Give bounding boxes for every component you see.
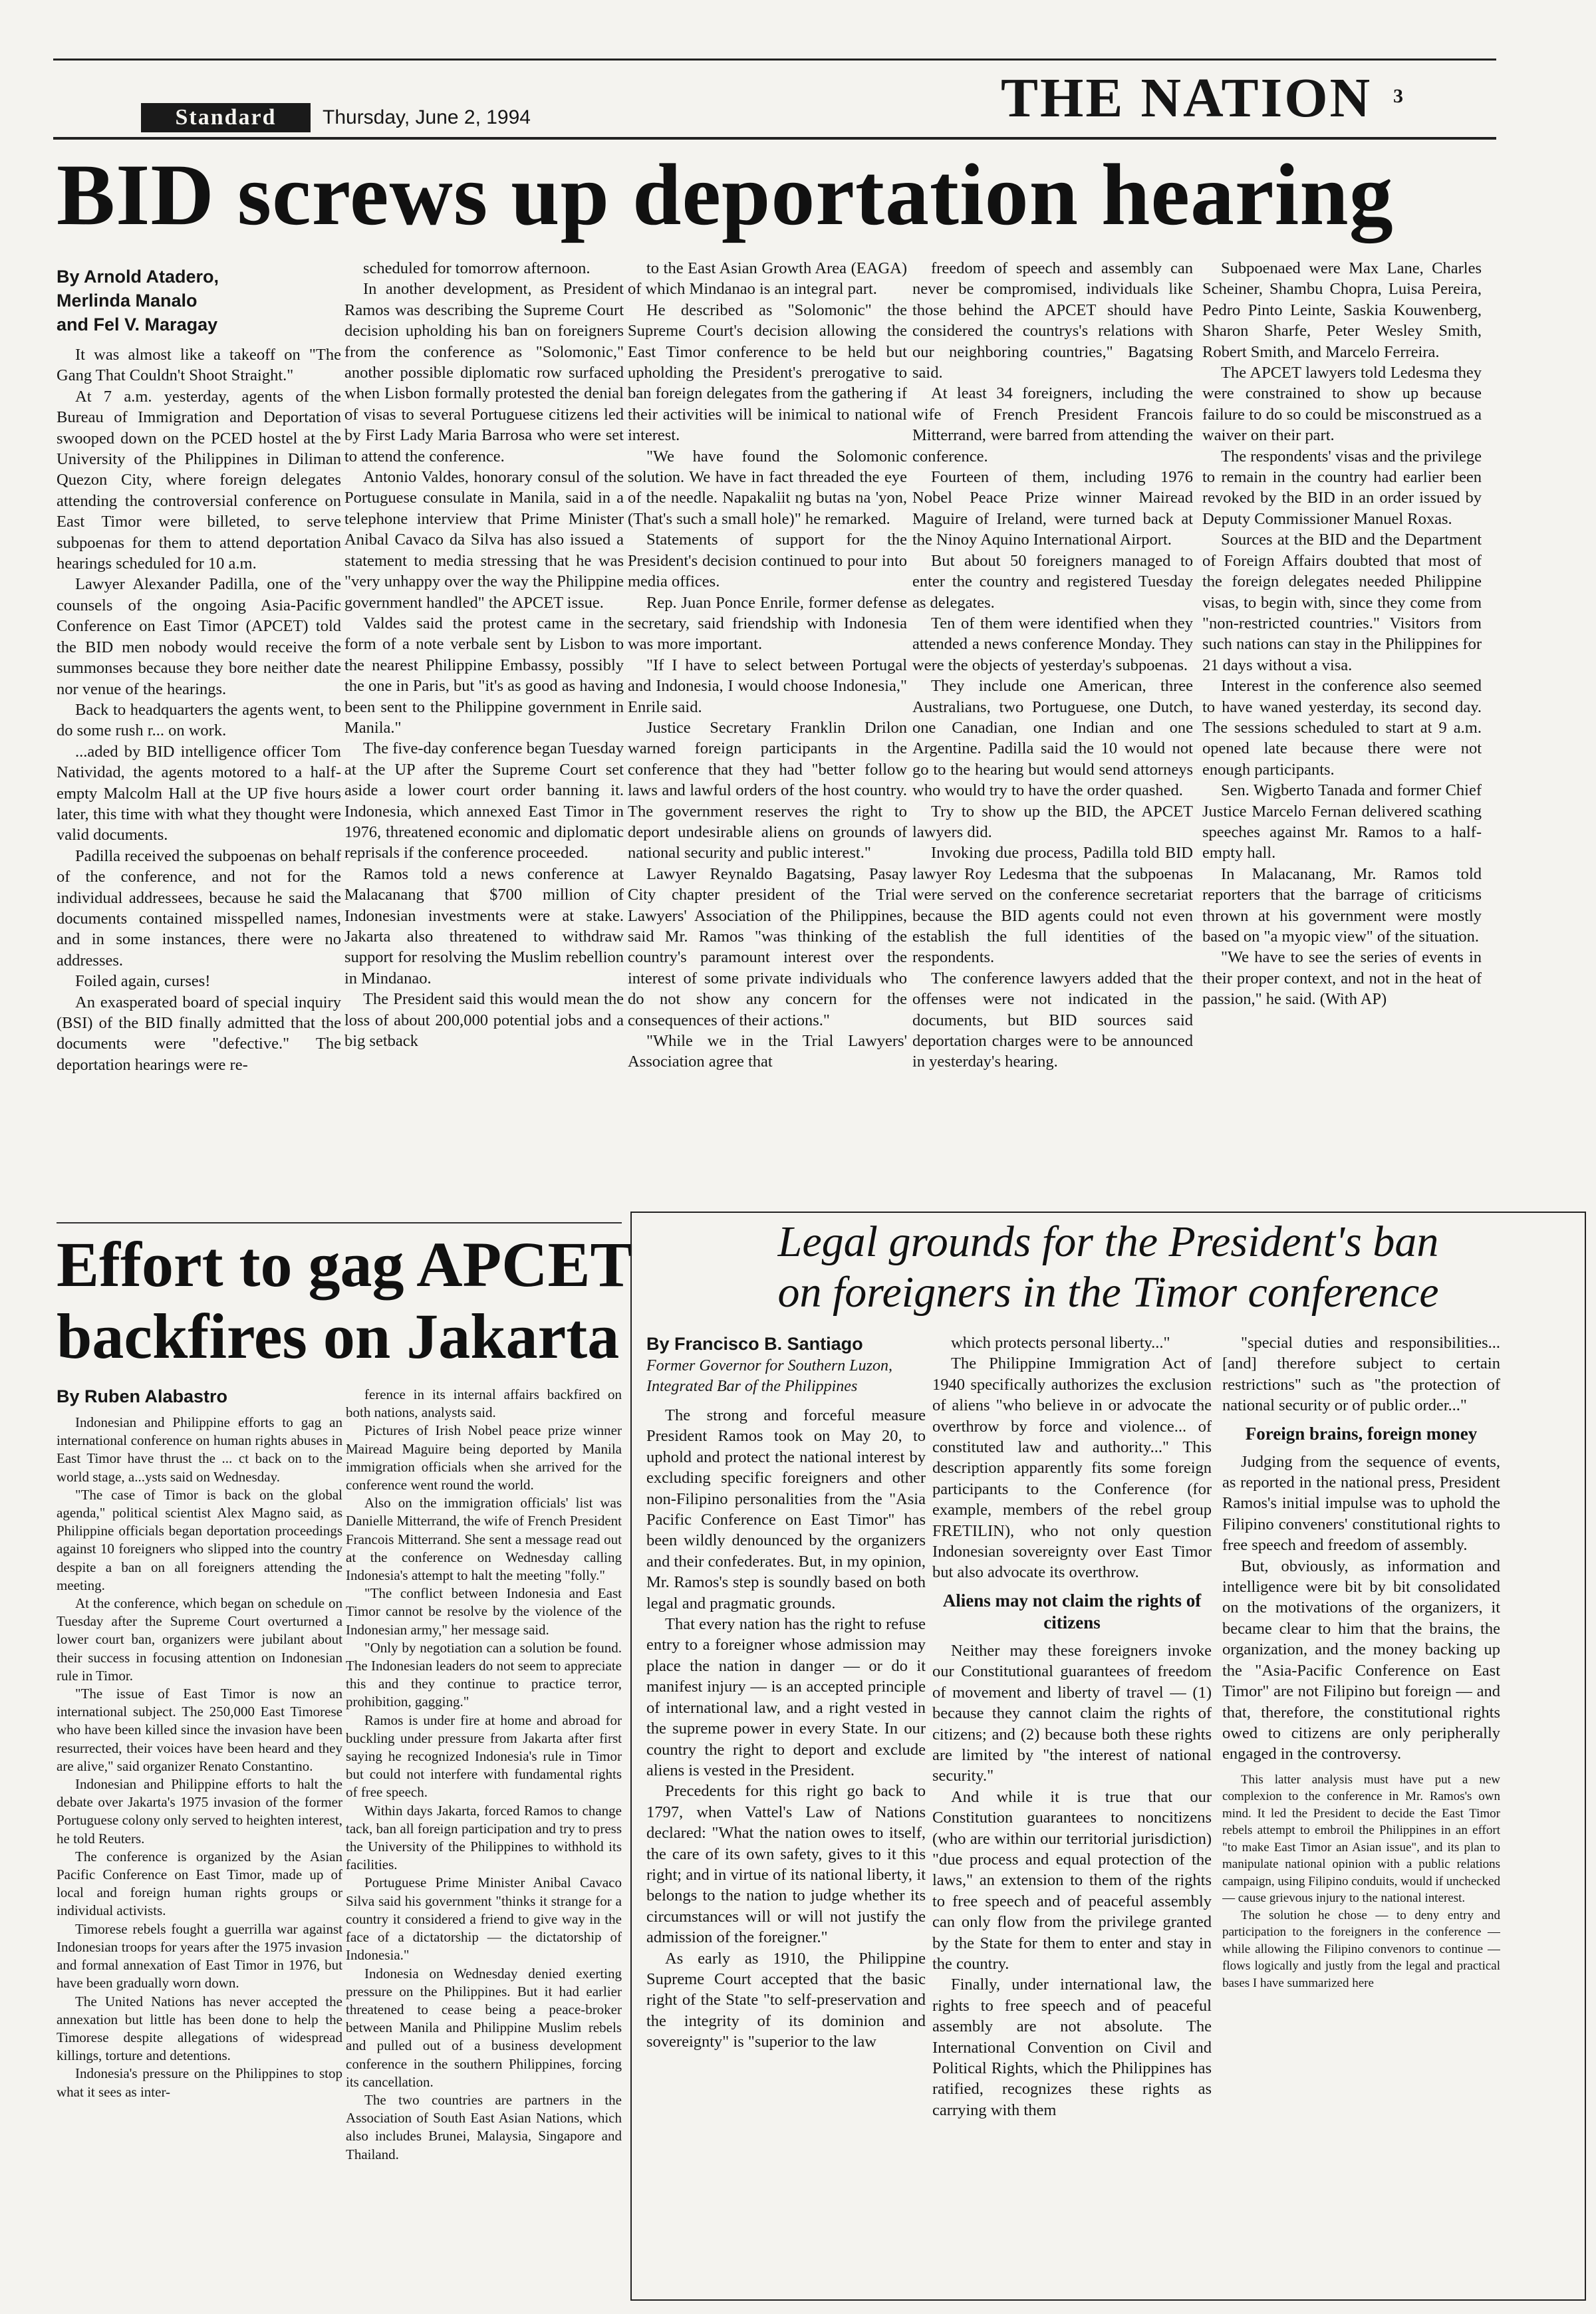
paragraph: The United Nations has never accepted the annexation but little has been done to help the Timorese despite allegations of widespread killings, torture and detentions.: [57, 1993, 342, 2064]
paragraph: And while it is true that our Constitution guarantees to noncitizens (who are within our territorial jurisdiction) "due process and equal protection of the laws," an extension to them of the rights to free speech and of peaceful assembly can only flow from the privilege granted by the State for them to enter and stay in the country.: [932, 1787, 1212, 1973]
story2-byline: By Ruben Alabastro: [57, 1386, 228, 1406]
paragraph: The Philippine Immigration Act of 1940 specifically authorizes the exclusion of aliens "who believe in or advocate the overthrow by force and violence... of constituted law and authority..." This description apparently fits some foreign participants to the Conference (for example, members of the rebel group FRETILIN), who not only question Indonesian sovereignty over East Timor but also advocate its overthrow.: [932, 1354, 1212, 1582]
paragraph: As early as 1910, the Philippine Supreme Court accepted that the basic right of the State "to self-preservation and the integrity of its dominion and sovereignty" is "superior to the law: [646, 1949, 926, 2051]
paragraph: Valdes said the protest came in the form of a note verbale sent by Lisbon to the nearest Philippine Embassy, possibly the one in Paris, but "it's as good as having been sent to the Philippine government in Manila.": [344, 614, 624, 737]
paragraph: Sen. Wigberto Tanada and former Chief Justice Marcelo Fernan delivered scathing speeches against Mr. Ramos to a half-empty hall.: [1202, 781, 1482, 862]
paragraph: The conference is organized by the Asian Pacific Conference on East Timor, made up of local and foreign human rights groups or individual activists.: [57, 1848, 342, 1919]
paragraph: Interest in the conference also seemed to have waned yesterday, its second day. The sessions scheduled to start at 9 a.m. opened late because there were not enough participants.: [1202, 677, 1482, 779]
paragraph: Neither may these foreigners invoke our Constitutional guarantees of freedom of movement and liberty of travel — (1) because they cannot claim the rights of citizens; and (2) because both these rights are limited by "the interest of national security.": [932, 1641, 1212, 1785]
paragraph: At least 34 foreigners, including the wife of French President Francois Mitterrand, were barred from attending the conference.: [912, 384, 1193, 465]
paragraph: The respondents' visas and the privilege to remain in the country had earlier been revoked by the BID in an order issued by Deputy Commissioner Manuel Roxas.: [1202, 447, 1482, 528]
paragraph: In Malacanang, Mr. Ramos told reporters that the barrage of criticisms thrown at his government were mostly based on "a myopic view" of the situation.: [1202, 864, 1482, 946]
paragraph: which protects personal liberty...": [951, 1334, 1170, 1352]
paragraph: The conference lawyers added that the offenses were not indicated in the documents, but BID sources said deportation charges were to be announced in yesterday's hearing.: [912, 969, 1193, 1071]
story3-byline: By Francisco B. Santiago: [646, 1334, 863, 1354]
headline-line: on foreigners in the Timor conference: [777, 1268, 1439, 1317]
paragraph: The President said this would mean the loss of about 200,000 potential jobs and a big setback: [344, 990, 624, 1051]
closing-paragraphs: [1222, 1771, 1500, 1992]
byline-line: By Arnold Atadero,: [57, 267, 219, 287]
masthead-top-rule: [53, 59, 1496, 61]
byline-line: and Fel V. Maragay: [57, 315, 218, 334]
paragraph: Subpoenaed were Max Lane, Charles Scheiner, Shambu Chopra, Luisa Pereira, Pedro Pinto Leinte, Saskia Kouwenberg, Sharon Sharfe, Peter Wesley Smith, Robert Smith, and Marcelo Ferreira.: [1202, 259, 1482, 361]
paragraph: That every nation has the right to refuse entry to a foreigner whose admission may place the nation in danger — or do it manifest injury — is an accepted principle of international law, and a right vested in the supreme power in every State. In our country the right to deport and exclude aliens is vested in the President.: [646, 1615, 926, 1779]
paragraph: ference in its internal affairs backfired on both nations, analysts said.: [346, 1386, 622, 1421]
story1-column-1: [57, 344, 341, 1216]
paragraph: Pictures of Irish Nobel peace prize winner Mairead Maguire being deported by Manila immigration officials when she arrived for the conference went round the world.: [346, 1422, 622, 1493]
story1-column-2: [344, 258, 624, 1216]
headline-apcet-line2: backfires on Jakarta: [57, 1301, 620, 1372]
paragraph: "special duties and responsibilities... [and] therefore subject to certain restrictions" such as "the protection of national security or of public order...": [1222, 1334, 1500, 1415]
paragraph: The five-day conference began Tuesday at the UP after the Supreme Court set aside a lower court order banning it. Indonesia, which annexed East Timor in 1976, threatened economic and diplomatic reprisals if the conference proceeded.: [344, 739, 624, 862]
paragraph: The two countries are partners in the Association of South East Asian Nations, which also includes Brunei, Malaysia, Singapore and Thailand.: [346, 2091, 622, 2162]
paragraph: At the conference, which began on schedule on Tuesday after the Supreme Court overturned a lower court ban, organizers were jubilant about their success in focusing attention on Indonesian rule in Timor.: [57, 1595, 342, 1684]
section-title: THE NATION: [1001, 67, 1373, 129]
paragraph: ...aded by BID intelligence officer Tom Natividad, the agents motored to a half-empty Malcolm Hall at the UP five hours later, this time with what they thought were valid documents.: [57, 742, 341, 844]
paragraph: Ramos is under fire at home and abroad for buckling under pressure from Jakarta after first saying he recognized Indonesia's rule in Timor but could not interfere with fundamental rights of free speech.: [346, 1712, 622, 1801]
paragraph: Also on the immigration officials' list was Danielle Mitterrand, the wife of French President Francois Mitterrand. She sent a message read out at the conference on Wednesday calling Indonesia's attempt to halt the meeting "folly.": [346, 1495, 622, 1584]
story1-column-4: [912, 258, 1193, 1216]
paragraph: Indonesian and Philippine efforts to halt the debate over Jakarta's 1975 invasion of the former Portuguese colony only served to heighten interest, he told Reuters.: [57, 1776, 342, 1847]
story3-column-1: [646, 1333, 926, 2290]
paragraph: Back to headquarters the agents went, to do some rush r... on work.: [57, 700, 341, 740]
paragraph: Sources at the BID and the Department of Foreign Affairs doubted that most of the foreign delegates needed Philippine visas, to begin with, since they come from "non-restricted countries." Visitors from such nations can stay in the Philippines for 21 days without a visa.: [1202, 531, 1482, 674]
paragraph: Lawyer Alexander Padilla, one of the counsels of the ongoing Asia-Pacific Conference on East Timor (APCET) told the BID men nobody would receive the summonses because they bore neither date nor venue of the hearings.: [57, 575, 341, 698]
story-divider: [57, 1222, 622, 1223]
headline-line: Legal grounds for the President's ban: [777, 1218, 1439, 1266]
subhead-aliens: Aliens may not claim the rights of citizens: [942, 1590, 1202, 1632]
paragraph: Ten of them were identified when they attended a news conference Monday. They were the objects of yesterday's subpoenas.: [912, 614, 1193, 674]
story3-column-2: [932, 1333, 1212, 2290]
paragraph: Lawyer Reynaldo Bagatsing, Pasay City chapter president of the Trial Lawyers' Association of the Philippines, said Mr. Ramos "was thinking of the country's paramount interest over the interest of some private individuals who do not show any concern for the consequences of their actions.": [628, 864, 907, 1029]
paragraph: Statements of support for the President's decision continued to pour into media offices.: [628, 531, 907, 591]
paragraph: They include one American, three Australians, two Portuguese, one Dutch, one Canadian, one Indian and one Argentine. Padilla said the 10 would not go to the hearing but would send attorneys who would try to have the order quashed.: [912, 677, 1193, 800]
paragraph: Foiled again, curses!: [75, 972, 211, 991]
paragraph: "We have found the Solomonic solution. We have in fact threaded the eye of the needle. Napakaliit ng butas na 'yon, (That's such a small hole)" he remarked.: [628, 447, 907, 528]
paragraph: An exasperated board of special inquiry (BSI) of the BID finally admitted that the documents were "defective." The deportation hearings were re-: [57, 993, 341, 1074]
page-number: 3: [1393, 85, 1403, 107]
story2-column-2: [346, 1386, 622, 2298]
paragraph: He described as "Solomonic" the Supreme Court's decision allowing the East Timor conference to be held but upholding the President's prerogative to ban foreign delegates from the gathering if their activities will be inimical to national interest.: [628, 301, 907, 445]
paragraph: It was almost like a takeoff on "The Gang That Couldn't Shoot Straight.": [57, 346, 341, 385]
credit-line: Former Governor for Southern Luzon,: [646, 1357, 892, 1374]
paragraph: But about 50 foreigners managed to enter the country and registered Tuesday as delegates.: [912, 551, 1193, 612]
paragraph: But, obviously, as information and intelligence were bit by bit consolidated on the motivations of the organizers, it became clear to him that the brains, the organization, and the money backing up the "Asia-Pacific Conference on East Timor" are not Filipino but foreign — and that, therefore, the constitutional rights owed to citizens are only peripherally engaged in the controversy.: [1222, 1557, 1500, 1763]
masthead-bottom-rule: [53, 137, 1496, 140]
paragraph: to the East Asian Growth Area (EAGA) of which Mindanao is an integral part.: [628, 259, 907, 299]
paragraph: "We have to see the series of events in their proper context, and not in the heat of passion," he said. (With AP): [1202, 948, 1482, 1009]
paragraph: Padilla received the subpoenas on behalf of the conference, and not for the individual addressees, because he said the documents contained misspelled names, and in some instances, there were no addresses.: [57, 846, 341, 969]
paragraph: freedom of speech and assembly can never be compromised, individuals like those behind the APCET should have considered the countrys's relations with our neighboring countries," Bagatsing said.: [912, 259, 1193, 382]
story1-byline: [57, 265, 219, 336]
paragraph: "Only by negotiation can a solution be found. The Indonesian leaders do not seem to appreciate this and they continue to practice terror, prohibition, gagging.": [346, 1639, 622, 1710]
paragraph: Indonesian and Philippine efforts to gag an international conference on human rights abuses in East Timor have thrust the ... ct back on to the world stage, a...ysts said on Wednesday.: [57, 1414, 342, 1485]
paragraph: Indonesia on Wednesday denied exerting pressure on the Philippines. But it had earlier threatened to cease being a peace-broker between Manila and Philippine Muslim rebels and pulled out of a business development conference in the southern Philippines, forcing its cancellation.: [346, 1965, 622, 2090]
paragraph: "While we in the Trial Lawyers' Association agree that: [628, 1032, 907, 1071]
story2-column-1: [57, 1414, 342, 2298]
paragraph: Antonio Valdes, honorary consul of the Portuguese consulate in Manila, said in a telephone interview that Prime Minister Anibal Cavaco da Silva has also issued a statement to media stressing that he was "very unhappy over the way the Philippine government handled" the APCET issue.: [344, 468, 624, 612]
paragraph: The APCET lawyers told Ledesma they were constrained to show up because failure to do so could be misconstrued as a waiver on their part.: [1202, 364, 1482, 445]
paragraph: Invoking due process, Padilla told BID lawyer Roy Ledesma that the subpoenas were served on the conference secretariat because the BID agents could not even establish the full identities of the respondents.: [912, 844, 1193, 967]
paragraph: In another development, as President Ramos was describing the Supreme Court decision upholding his ban on foreigners from the conference as "Solomonic," another possible diplomatic row surfaced when Lisbon formally protested the denial of visas to several Portuguese citizens led by First Lady Maria Barrosa who were set to attend the conference.: [344, 280, 624, 465]
paper-logo: Standard: [141, 103, 311, 132]
paragraph: Judging from the sequence of events, as reported in the national press, President Ramos's initial impulse was to uphold the Filipino conveners' constitutional rights to free speech and freedom of assembly.: [1222, 1452, 1500, 1555]
headline-apcet-line1: Effort to gag APCET: [57, 1229, 633, 1300]
paragraph: Timorese rebels fought a guerrilla war against Indonesian troops for years after the 1975 invasion and formal annexation of East Timor in 1976, but have been gradually worn down.: [57, 1920, 342, 1992]
paragraph: Indonesia's pressure on the Philippines to stop what it sees as inter-: [57, 2065, 342, 2100]
issue-date: Thursday, June 2, 1994: [323, 106, 531, 128]
author-credit: [646, 1356, 926, 1397]
paragraph: Rep. Juan Ponce Enrile, former defense secretary, said friendship with Indonesia was more important.: [628, 593, 907, 654]
paragraph: scheduled for tomorrow afternoon.: [363, 259, 591, 277]
story1-column-3: [628, 258, 907, 1216]
paragraph: Within days Jakarta, forced Ramos to change tack, ban all foreign participation and try to press the University of the Philippines to withhold its facilities.: [346, 1802, 622, 1873]
paragraph: Portuguese Prime Minister Anibal Cavaco Silva said his government "thinks it strange for a country it considered a friend to give way in the face of a dictatorship — the dictatorship of Indonesia.": [346, 1874, 622, 1964]
paragraph: The strong and forceful measure President Ramos took on May 20, to uphold and protect the national interest by excluding specific foreigners and other non-Filipino personalities from the "Asia Pacific Conference on East Timor" has been wildly denounced by the organizers and their confederates. But, in my opinion, Mr. Ramos's step is soundly based on both legal and pragmatic grounds.: [646, 1406, 926, 1612]
paragraph: Fourteen of them, including 1976 Nobel Peace Prize winner Mairead Maguire of Ireland, were turned back at the Ninoy Aquino International Airport.: [912, 468, 1193, 549]
story1-column-5: [1202, 258, 1482, 1216]
paragraph: "The conflict between Indonesia and East Timor cannot be resolve by the violence of the Indonesian army," her message said.: [346, 1585, 622, 1638]
paragraph: Ramos told a news conference at Malacanang that $700 million of Indonesian investments were at stake. Jakarta also threatened to withdraw support for resolving the Muslim rebellion in Mindanao.: [344, 864, 624, 987]
story3-column-3: [1222, 1333, 1500, 2290]
headline-bid: BID screws up deportation hearing: [57, 146, 1394, 243]
credit-line: Integrated Bar of the Philippines: [646, 1378, 858, 1395]
paragraph: "The case of Timor is back on the global agenda," political scientist Alex Magno said, as Philippine officials began deportation proceedings against 10 foreigners who slipped into the country despite a ban on all foreigners attending the meeting.: [57, 1486, 342, 1593]
paragraph: Justice Secretary Franklin Drilon warned foreign participants in the conference that they had "better follow laws and lawful orders of the host country. The government reserves the right to deport undesirable aliens on grounds of national security and public interest.": [628, 718, 907, 862]
paragraph: Finally, under international law, the rights to free speech and of peaceful assembly are not absolute. The International Convention on Civil and Political Rights, which the Philippines has ratified, recognizes these rights as carrying with them: [932, 1976, 1212, 2119]
paragraph: "The issue of East Timor is now an international subject. The 250,000 East Timorese who have been killed since the invasion have been resurrected, their voices have been heard and they are alive," said organizer Renato Constantino.: [57, 1686, 342, 1774]
paragraph: This latter analysis must have put a new complexion to the conference in Mr. Ramos's own mind. It led the President to decide the East Timor rebels attempt to embroil the Philippines in an effort "to make East Timor an Asian issue", and its plan to manipulate national opinion with a public relations campaign, using Filipino conduits, would if unchecked — cause grievous injury to the national interest.: [1222, 1772, 1500, 1906]
paragraph: Precedents for this right go back to 1797, when Vattel's Law of Nations declared: "What the nation owes to itself, the care of its own safety, gives to it this right; and in virtue of its national liberty, it belongs to the nation to judge whether its circumstances will or will not justify the admission of the foreigner.": [646, 1782, 926, 1947]
paragraph: At 7 a.m. yesterday, agents of the Bureau of Immigration and Deportation swooped down on the PCED hostel at the University of the Philippines in Diliman Quezon City, where foreign delegates attending the controversial conference on East Timor were billeted, to serve subpoenas for them to attend deportation hearings scheduled for 10 a.m.: [57, 387, 341, 573]
headline-legal-grounds: [630, 1217, 1586, 1318]
byline-line: Merlinda Manalo: [57, 291, 198, 311]
paragraph: "If I have to select between Portugal and Indonesia, I would choose Indonesia," Enrile said.: [628, 656, 907, 716]
subhead-foreign-money: Foreign brains, foreign money: [1245, 1423, 1478, 1444]
paragraph: Try to show up the BID, the APCET lawyers did.: [912, 802, 1193, 841]
paragraph: The solution he chose — to deny entry and participation to the foreigners in the conference — while allowing the Filipino convenors to continue — flows logically and justly from the legal and practical bases I have summarized here: [1222, 1908, 1500, 1990]
